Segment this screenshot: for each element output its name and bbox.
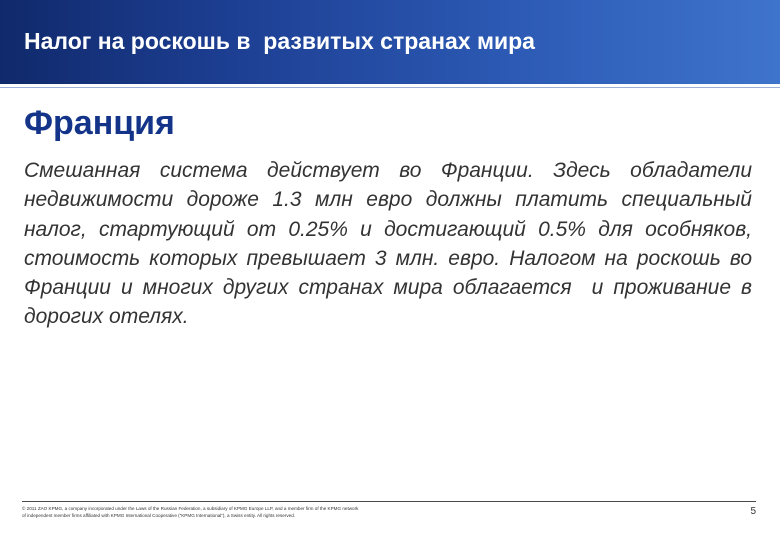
- footer-divider: [22, 501, 756, 502]
- footer-legal-text: [22, 506, 582, 519]
- page-number: 5: [750, 506, 756, 517]
- footer-legal-line-1: © 2011 ZAO KPMG, a company incorporated under the Laws of the Russian Federation, a subsidiary of KPMG Europe LLP, and a member firm of the KPMG network: [22, 506, 359, 511]
- header-band: [0, 0, 780, 84]
- section-heading: Франция: [24, 104, 175, 142]
- header-divider: [0, 87, 780, 88]
- slide-title: Налог на роскошь в развитых странах мира: [24, 28, 535, 54]
- footer-legal-line-2: of independent member firms affiliated with KPMG International Cooperative (“KPMG International”), a Swiss entity. All rights reserved.: [22, 512, 296, 518]
- body-paragraph: Смешанная система действует во Франции. Здесь обладатели недвижимости дороже 1.3 млн евро должны платить специальный налог, стартующий от 0.25% и достигающий 0.5% для особняков, стоимость которых превышает 3 млн. евро. Налогом на роскошь во Франции и многих других странах мира облагается и проживание в дорогих отелях.: [24, 159, 758, 329]
